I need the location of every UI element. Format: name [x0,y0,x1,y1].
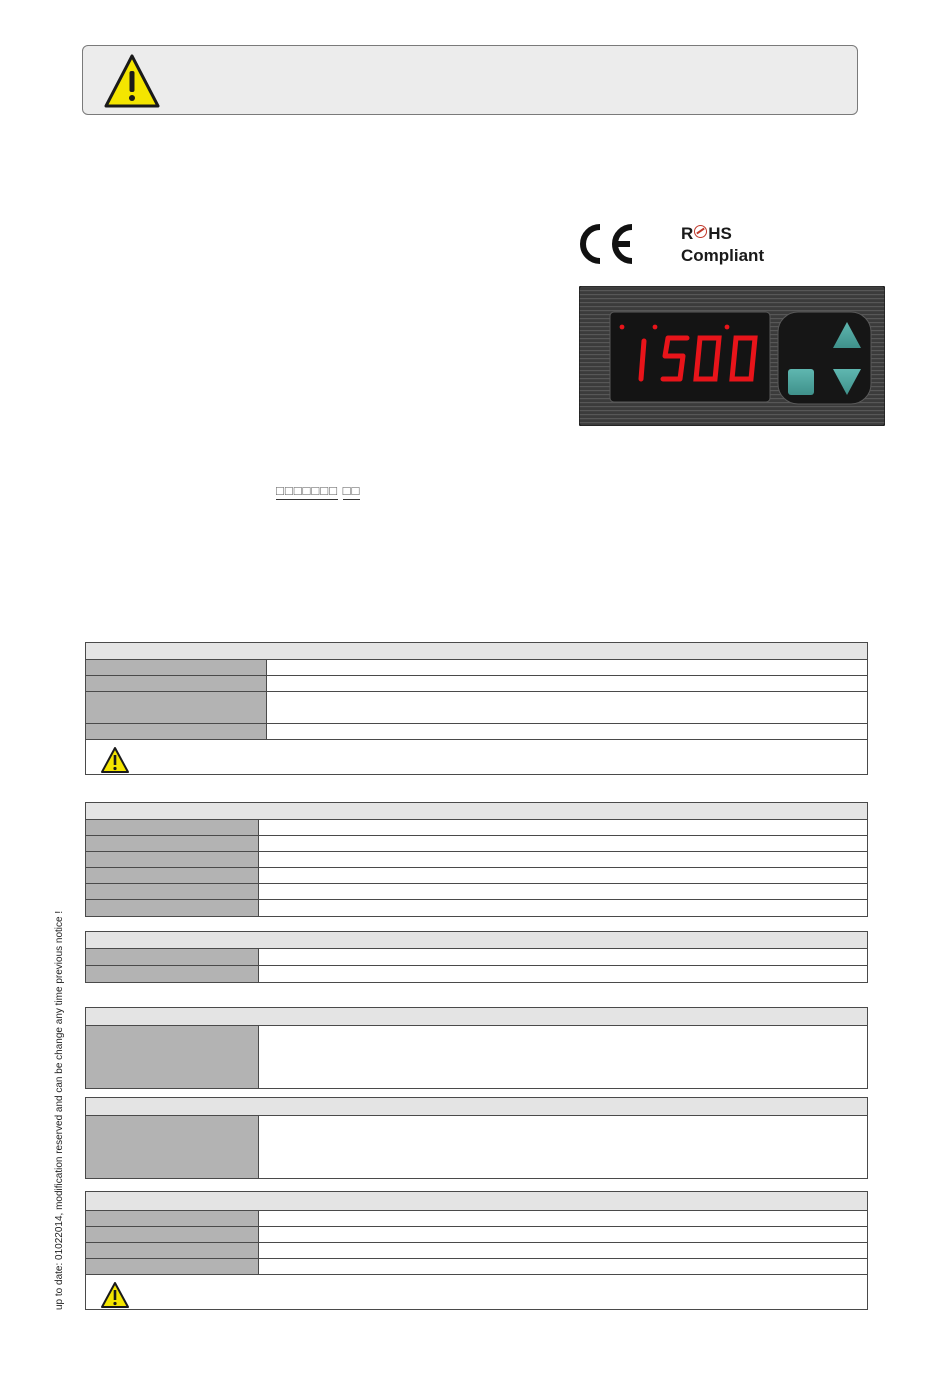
spec-table-3 [85,931,868,983]
table-row [86,820,867,836]
warning-triangle-icon [100,1281,130,1314]
table-row [86,1227,867,1243]
rohs-compliant-label: R HS Compliant [681,224,765,265]
spec-table-6 [85,1191,868,1310]
warning-triangle-icon [100,746,130,779]
table-header [86,1192,867,1211]
table-row [86,1259,867,1275]
controller-device-image [579,286,885,431]
table-header [86,643,867,660]
table-row [86,1116,867,1178]
ce-mark-icon [574,222,636,271]
table-row [86,949,867,966]
table-row [86,836,867,852]
table-header [86,1098,867,1116]
table-header [86,803,867,820]
table-row [86,1211,867,1227]
spec-table-4 [85,1007,868,1089]
spec-table-5 [85,1097,868,1179]
table-row [86,900,867,916]
spec-table-1 [85,642,868,775]
unrendered-text: □□□□□□□ □□ [276,483,361,498]
table-row [86,724,867,740]
rohs-o-icon [694,225,707,238]
table-row [86,660,867,676]
table-row [86,1026,867,1088]
spec-table-2 [85,802,868,917]
table-row [86,1243,867,1259]
table-header [86,1008,867,1026]
table-row [86,868,867,884]
revision-note: up to date: 01022014, modification reserved and can be change any time previous notice ! [54,910,65,1310]
table-header [86,932,867,949]
table-row [86,692,867,724]
warning-triangle-icon [103,52,161,115]
warning-banner [82,45,858,115]
table-row [86,852,867,868]
table-row [86,884,867,900]
table-warning-row [86,1275,867,1309]
table-row [86,966,867,982]
table-row [86,676,867,692]
table-warning-row [86,740,867,774]
